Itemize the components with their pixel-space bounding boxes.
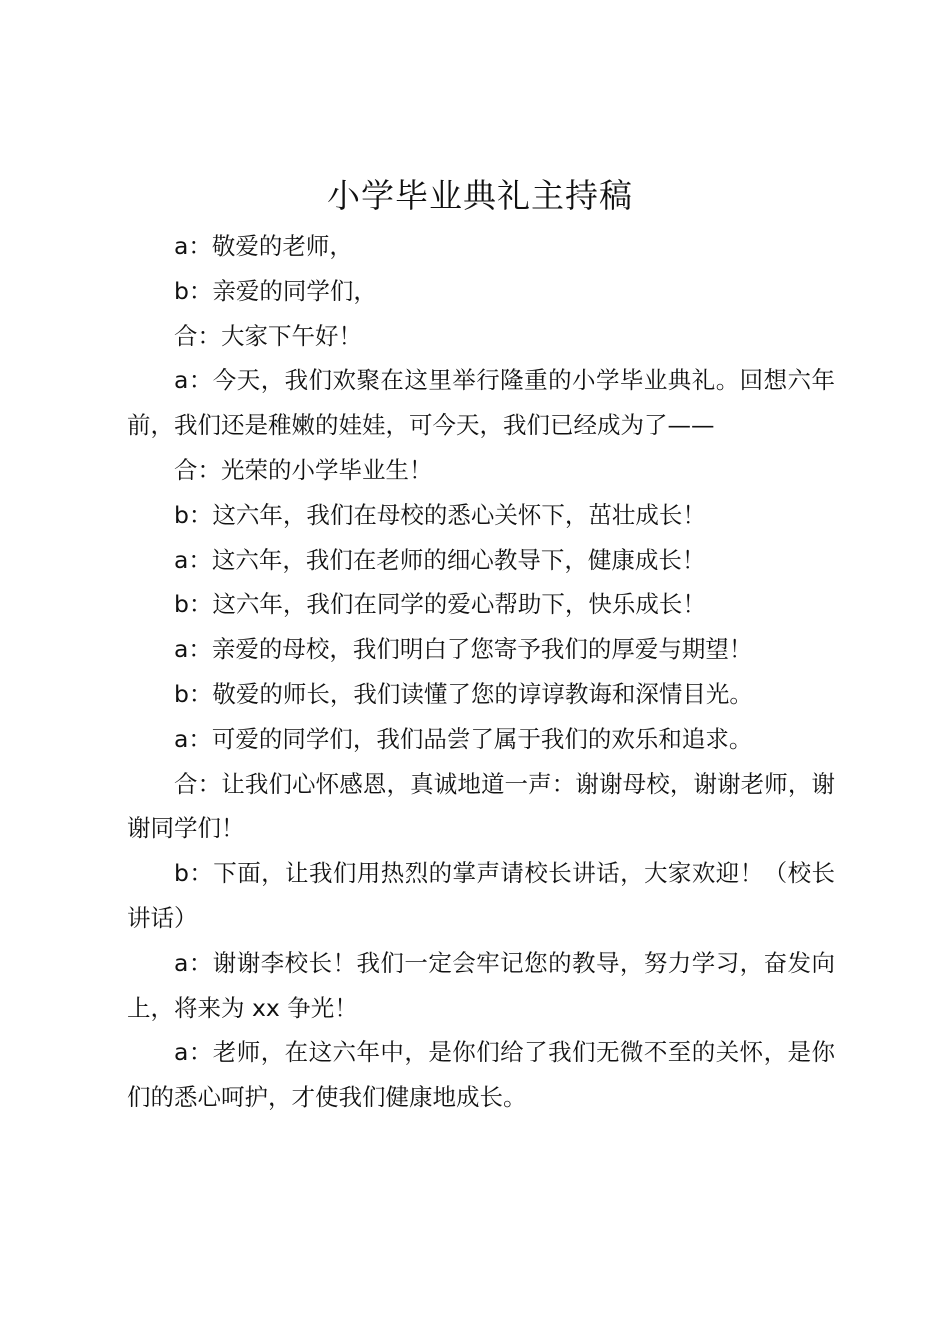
paragraph: 合：让我们心怀感恩，真诚地道一声：谢谢母校，谢谢老师，谢谢同学们！ [127,769,835,843]
document-body [127,224,835,1120]
paragraph: a：可爱的同学们，我们品尝了属于我们的欢乐和追求。 [174,724,753,753]
paragraph: 合：光荣的小学毕业生！ [174,455,433,484]
paragraph: b：亲爱的同学们， [174,276,377,305]
paragraph: a：今天，我们欢聚在这里举行隆重的小学毕业典礼。回想六年前，我们还是稚嫩的娃娃，可今天，我们已经成为了—— [127,366,835,440]
paragraph: b：下面，让我们用热烈的掌声请校长讲话，大家欢迎！（校长讲话） [127,859,835,932]
paragraph: a：谢谢李校长！我们一定会牢记您的教导，努力学习，奋发向上，将来为 xx 争光！ [127,948,835,1022]
paragraph: a：敬爱的老师， [174,232,353,260]
paragraph: b：这六年，我们在同学的爱心帮助下，快乐成长！ [174,590,706,619]
paragraph: a：亲爱的母校，我们明白了您寄予我们的厚爱与期望！ [174,635,753,664]
paragraph: b：这六年，我们在母校的悉心关怀下，茁壮成长！ [174,500,706,529]
paragraph: a：老师，在这六年中，是你们给了我们无微不至的关怀，是你们的悉心呵护，才使我们健康地成长。 [127,1038,835,1112]
paragraph: b：敬爱的师长，我们读懂了您的谆谆教诲和深情目光。 [174,679,753,708]
paragraph: 合：大家下午好！ [174,321,362,350]
paragraph: a：这六年，我们在老师的细心教导下，健康成长！ [174,545,706,574]
document-title: 小学毕业典礼主持稿 [327,176,633,215]
